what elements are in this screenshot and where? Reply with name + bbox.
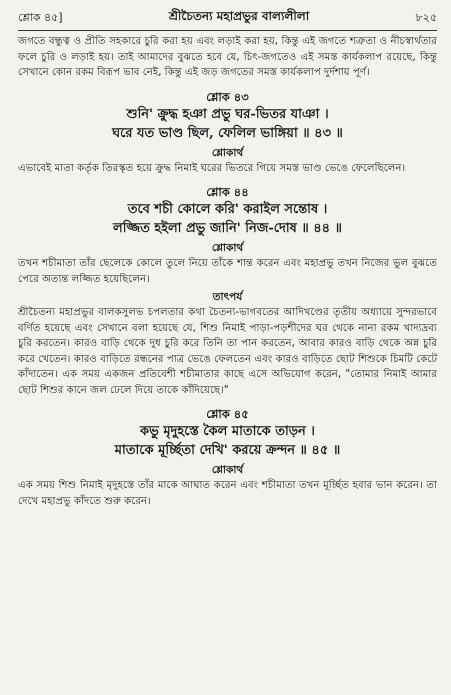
verse-43-line-2: ঘরে যত ভাণ্ড ছিল, ফেলিল ভাঙ্গিয়া ॥ ৪৩ ॥: [112, 125, 343, 141]
verse-43-line-1: শুনি' ক্রুদ্ধ হঞা প্রভু ঘর-ভিতর যাঞা ।: [126, 106, 329, 122]
verse-44-purport: শ্রীচৈতন্য মহাপ্রভুর বালকসুলভ চপলতার কথা চৈতন্য-ভাগবতের আদিখণ্ডের তৃতীয় অধ্যায়ে সুন্দরভাবে বর্ণিত হয়েছে এবং সেখানে বলা হয়েছে যে, শিশু নিমাই পাড়া-পড়শীদের ঘর থেকে নানা রকম খাদ্যদ্রব্য চুরি করতেন। কারও বাড়ি থেকে দুধ চুরি করে তিনি তা পান করতেন, আবার কারও বাড়ি থেকে অন্ন চুরি করে খেতেন। কারও বাড়িতে রন্ধনের পাত্র ভেঙে ফেলতেন এবং কারও বাড়িতে ছোট শিশুকে চিমটি কেটে কাঁদাতেন। এক সময় একজন প্রতিবেশী শচীমাতার কাছে এসে অভিযোগ করেন, "তোমার নিমাই আমার ছোট শিশুর কানে জল ঢেলে দিয়ে তাকে কাঁদিয়েছে।": [18, 307, 437, 396]
verse-45-heading: শ্লোক ৪৫: [206, 407, 249, 421]
header-verse-ref: শ্লোক ৪৫]: [18, 10, 63, 24]
verse-44-line-2: লজ্জিত হইলা প্রভু জানি' নিজ-দোষ ॥ ৪৪ ॥: [113, 221, 342, 236]
verse-45-translation-heading: শ্লোকার্থ: [211, 464, 244, 476]
verse-43-translation: এভাবেই মাতা কর্তৃক তিরস্কৃত হয়ে ক্রুদ্ধ নিমাই ঘরের ভিতরে গিয়ে সমস্ত ভাণ্ড ভেঙে ফেলেছিলেন।: [18, 162, 406, 174]
page-content: [18, 34, 437, 509]
verse-45-translation: এক সময় শিশু নিমাই মৃদুহস্তে তাঁর মাকে আঘাত করেন এবং শচীমাতা তখন মূর্চ্ছিত হবার ভান করেন। তা দেখে মহাপ্রভু কাঁদতে শুরু করেন।: [18, 480, 437, 507]
intro-paragraph: জগতে বন্ধুত্ব ও প্রীতি সহকারে চুরি করা হয় এবং লড়াই করা হয়, কিন্তু এই জগতে শত্রুতা ও নীচস্বার্থতার ফলে চুরি ও লড়াই হয়। তাই আমাদের বুঝতে হবে যে, চিৎ-জগতেও এই সমস্ত কার্যকলাপ রয়েছে, কিন্তু সেখানে কোন রকম বিরূপ ভাব নেই, কিন্তু এই জড় জগতের সমস্ত কার্যকলাপ দুর্দশায় পূর্ণ।: [18, 36, 437, 78]
verse-44-translation: তখন শচীমাতা তাঁর ছেলেকে কোলে তুলে নিয়ে তাঁকে শান্ত করেন এবং মহাপ্রভু তখন নিজের ভুল বুঝতে পেরে অত্যন্ত লজ্জিত হয়েছিলেন।: [18, 258, 437, 285]
verse-44-translation-heading: শ্লোকার্থ: [211, 242, 244, 254]
verse-45-line-1: কভু মৃদুহস্তে কৈল মাতাকে তাড়ন ।: [140, 424, 315, 439]
verse-44-heading: শ্লোক ৪৪: [206, 185, 249, 199]
verse-44-purport-heading: তাৎপর্য: [212, 291, 243, 303]
verse-44-line-1: তবে শচী কোলে করি' করাইল সন্তোষ ।: [127, 202, 328, 217]
verse-43-heading: শ্লোক ৪৩: [206, 89, 249, 104]
running-header: [18, 6, 437, 31]
page-number: ৮২৫: [415, 10, 437, 24]
verse-45-line-2: মাতাকে মূর্চ্ছিতা দেখি' করয়ে ক্রন্দন ॥ ৪৫ ॥: [114, 443, 341, 458]
verse-43-translation-heading: শ্লোকার্থ: [211, 146, 244, 159]
header-title: শ্রীচৈতন্য মহাপ্রভুর বাল্যলীলা: [168, 9, 310, 23]
